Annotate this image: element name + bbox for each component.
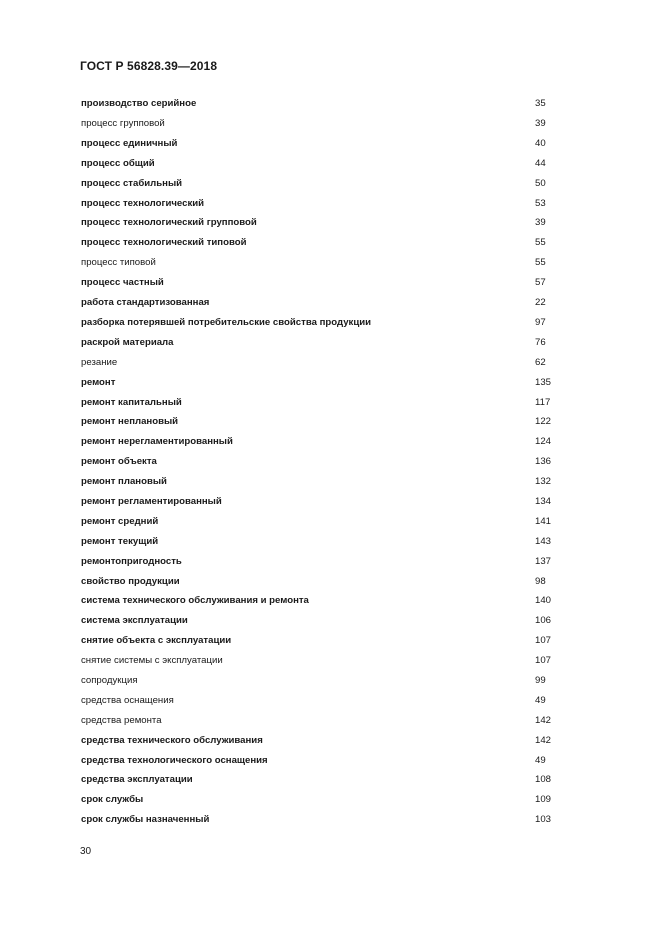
index-term: процесс групповой xyxy=(81,118,165,130)
index-page-ref: 22 xyxy=(535,297,546,309)
index-entry xyxy=(81,551,571,571)
index-entry xyxy=(81,333,571,353)
index-term: процесс технологический групповой xyxy=(81,217,257,229)
index-term: процесс типовой xyxy=(81,257,156,269)
index-term: ремонт объекта xyxy=(81,456,157,468)
index-page-ref: 55 xyxy=(535,237,546,249)
index-term: процесс общий xyxy=(81,157,155,169)
index-entry xyxy=(81,711,571,731)
index-term: резание xyxy=(81,356,118,368)
index-page-ref: 108 xyxy=(535,774,552,786)
index-entry xyxy=(81,392,571,412)
index-term: ремонт средний xyxy=(81,515,159,527)
index-page-ref: 136 xyxy=(535,456,552,468)
index-entry xyxy=(81,671,571,691)
index-term: производство серийное xyxy=(81,98,197,110)
index-entry xyxy=(81,731,571,751)
index-term: ремонт регламентированный xyxy=(81,495,222,507)
index-term: средства оснащения xyxy=(81,694,174,706)
index-entry xyxy=(81,114,571,134)
index-entry xyxy=(81,472,571,492)
index-term: процесс стабильный xyxy=(81,177,183,189)
index-page-ref: 97 xyxy=(535,316,546,328)
index-entry xyxy=(81,750,571,770)
index-entry xyxy=(81,571,571,591)
index-page-ref: 109 xyxy=(535,794,552,806)
index-entry xyxy=(81,372,571,392)
index-term: ремонтопригодность xyxy=(81,555,182,567)
index-term: ремонт xyxy=(81,376,116,388)
index-term: ремонт плановый xyxy=(81,476,167,488)
index-page-ref: 106 xyxy=(535,615,552,627)
index-entry xyxy=(81,432,571,452)
index-entry xyxy=(81,193,571,213)
index-page-ref: 44 xyxy=(535,157,546,169)
page-number: 30 xyxy=(80,846,92,857)
index-entry xyxy=(81,253,571,273)
index-entry xyxy=(81,412,571,432)
index-entry xyxy=(81,233,571,253)
document-header: ГОСТ Р 56828.39—2018 xyxy=(80,59,218,73)
index-page-ref: 122 xyxy=(535,416,552,428)
index-entry xyxy=(81,213,571,233)
index-page-ref: 49 xyxy=(535,754,546,766)
index-page-ref: 117 xyxy=(535,396,551,408)
index-page-ref: 124 xyxy=(535,436,552,448)
index-term: процесс технологический типовой xyxy=(81,237,247,249)
index-page-ref: 35 xyxy=(535,98,546,110)
index-entry xyxy=(81,611,571,631)
index-page-ref: 107 xyxy=(535,655,552,667)
index-term: средства технического обслуживания xyxy=(81,734,263,746)
index-page-ref: 39 xyxy=(535,118,546,130)
index-entry xyxy=(81,810,571,830)
index-entry xyxy=(81,691,571,711)
index-page-ref: 39 xyxy=(535,217,546,229)
index-page-ref: 135 xyxy=(535,376,552,388)
index-entry xyxy=(81,651,571,671)
index-term: система эксплуатации xyxy=(81,615,188,627)
index-entry xyxy=(81,273,571,293)
index-term: процесс единичный xyxy=(81,137,178,149)
index-term: ремонт нерегламентированный xyxy=(81,436,233,448)
index-entry xyxy=(81,134,571,154)
index-entry xyxy=(81,154,571,174)
index-term: раскрой материала xyxy=(81,336,174,348)
index-page-ref: 141 xyxy=(535,515,552,527)
index-term: процесс частный xyxy=(81,277,164,289)
index-term: система технического обслуживания и ремонта xyxy=(81,595,309,607)
index-entry xyxy=(81,94,571,114)
index-entry xyxy=(81,452,571,472)
index-term: сопродукция xyxy=(81,674,138,686)
index-page-ref: 57 xyxy=(535,277,546,289)
index-page-ref: 53 xyxy=(535,197,546,209)
index-term: средства ремонта xyxy=(81,714,162,726)
index-term: срок службы назначенный xyxy=(81,814,210,826)
index-page-ref: 140 xyxy=(535,595,552,607)
index-term: снятие объекта с эксплуатации xyxy=(81,635,232,647)
index-entry xyxy=(81,492,571,512)
index-page-ref: 62 xyxy=(535,356,546,368)
index-page-ref: 55 xyxy=(535,257,546,269)
index-term: ремонт текущий xyxy=(81,535,159,547)
index-term: срок службы xyxy=(81,794,144,806)
index-page-ref: 143 xyxy=(535,535,552,547)
index-term: процесс технологический xyxy=(81,197,205,209)
index-page-ref: 132 xyxy=(535,476,552,488)
index-entry xyxy=(81,293,571,313)
index-entry xyxy=(81,770,571,790)
index-term: снятие системы с эксплуатации xyxy=(81,655,223,667)
index-entry xyxy=(81,174,571,194)
index-term: средства технологического оснащения xyxy=(81,754,268,766)
index-page-ref: 142 xyxy=(535,734,552,746)
index-entry xyxy=(81,532,571,552)
alphabetical-index xyxy=(81,94,571,830)
index-page-ref: 40 xyxy=(535,137,546,149)
index-page-ref: 103 xyxy=(535,814,552,826)
index-page-ref: 137 xyxy=(535,555,552,567)
index-page-ref: 98 xyxy=(535,575,546,587)
index-term: ремонт капитальный xyxy=(81,396,182,408)
index-page-ref: 99 xyxy=(535,674,546,686)
index-entry xyxy=(81,313,571,333)
index-page-ref: 134 xyxy=(535,495,552,507)
index-term: работа стандартизованная xyxy=(81,297,210,309)
index-entry xyxy=(81,353,571,373)
index-entry xyxy=(81,512,571,532)
index-page-ref: 76 xyxy=(535,336,546,348)
index-term: разборка потерявшей потребительские свойства продукции xyxy=(81,316,372,328)
index-page-ref: 107 xyxy=(535,635,552,647)
index-entry xyxy=(81,790,571,810)
index-page-ref: 49 xyxy=(535,694,546,706)
index-page-ref: 142 xyxy=(535,714,552,726)
index-term: ремонт неплановый xyxy=(81,416,179,428)
index-term: средства эксплуатации xyxy=(81,774,193,786)
index-entry xyxy=(81,591,571,611)
index-page-ref: 50 xyxy=(535,177,546,189)
index-entry xyxy=(81,631,571,651)
index-term: свойство продукции xyxy=(81,575,180,587)
